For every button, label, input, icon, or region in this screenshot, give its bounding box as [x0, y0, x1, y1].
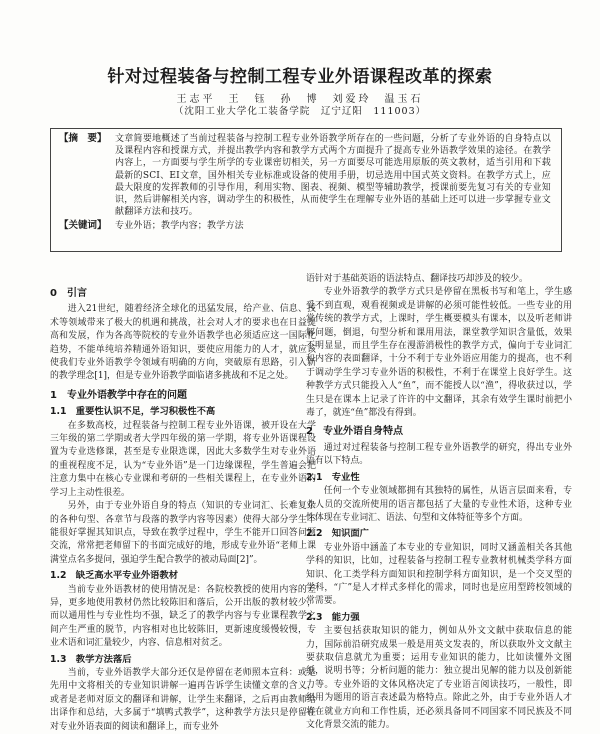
subsection-heading: 2.1 专业性: [306, 471, 360, 483]
body-paragraph: 进入21世纪，随着经济全球化的迅猛发展，给产业、信息、技术等领域带来了极大的机遇和挑战，社会对人才的要求也在日益提高和发展，作为各高等院校的专业外语教学也必须适应这一国际化趋势，不能单纯培养精通外语知识，要使应用能力的人才，就应该使我们专业外语教学令领域有明确的方向，突破原有思路，引入新的教学理念[1]，但是专业外语教学面临诸多挑战和不足之处。: [50, 304, 316, 382]
abstract-text: 文章简要地概述了当前过程装备与控制工程专业外语教学所存在的一些问题，分析了专业外语的自身特点以及课程内容和授课方式，并提出教学内容和教学方式两个方面提升了提高专业外语教学效果的途径。在教学内容上，一方面要与学生所学的专业课密切相关，另一方面要尽可能选用原版的英文教材，适当引用和下载最新的SCI、EI文章，国外相关专业标准或设备的使用手册，切忌选用中国式英文资料。在教学方式上，应最大限度的发挥教师的引导作用，利用实物、图表、视频、模型等辅助教学，授课前要先复习有关的专业知识，然后讲解相关内容，调动学生的积极性，从而使学生在理解专业外语的基础上还可以进一步掌握专业文献翻译方法和技巧。: [115, 134, 551, 218]
abstract-box: [50, 128, 562, 252]
body-paragraph: 另外，由于专业外语自身的特点（知识的专业词汇、长难复杂的各种句型、各章节与段落的教学内容等因素）使得大部分学生不能很好掌握其知识点，导致在教学过程中，学生不能开口回答问题交流，常常把老师留下的书面完成好的地，形成专业外语“老师上课满堂点名多提问，强迫学生配合教学的被动局面[2]”。: [50, 501, 316, 565]
abstract-label: 【摘 要】: [59, 133, 107, 144]
body-paragraph: 当前专业外语教材的使用情况是：各院校教授的使用内容的差异，更多地使用教材仍然比较陈旧和落后，公开出版的教材较少，而以通用性与专业性均不强，缺乏了的教学内容与专业课程教学之间产生严重的脱节，内容相对也比较陈旧，更新速度缓慢较慢，专业术语和词汇量较少，内容、信息相对贫乏。: [50, 584, 316, 649]
body-paragraph: 当前，专业外语教学大部分还仅是停留在老师照本宣科：或是先用中文将相关的专业知识讲解一遍再告诉学生读懂文章的含义，或者是老师对原文的翻译和讲解，让学生来翻译，之后再由教师给出译作和总结，大多属于“填鸭式教学”，这种教学方法只是停留在对专业外语表面的阅读和翻译上，而专业外: [50, 667, 316, 732]
subsection-heading: 2.2 知识面广: [306, 528, 369, 540]
keywords-text: 专业外语；教学内容；教学方法: [115, 221, 244, 232]
body-paragraph: 在多数高校，过程装备与控制工程专业外语课，被开设在大学三年级的第二学期或者大学四年级的第一学期，将专业外语课程设置为专业选修课，甚至是专业限选课，因此大多数学生对专业外语的重视程度不足，认为“专业外语”是一门边缘课程，学生普遍会把注意力集中在核心专业课和考研的一些相关课程上，在专业外语的学习上主动性很差。: [50, 420, 316, 498]
body-paragraph: 专业外语教学的教学方式只是停留在黑板书写和笔上，学生感受不到直观，观看视频或是讲解的必须可能性较低。一些专业的用常传统的教学方式，上课时，学生概要模头有课本，以及听老师讲解问题，倒退，句型分析和课用用法，课堂教学知识含量低，效果不明显显，而且学生存在漫游消极性的教学方式，偏向于专业词汇和内容的表面翻译，十分不利于专业外语应用能力的提高，也不利于调动学生学习专业外语的积极性，不利于在课堂上良好学生。这种教学方式只能投入人“鱼”，而不能授人以“渔”，得收获过以，学生只是在课本上记录了许许的中文翻译，其余有效学生课时前把小毒了，就连“鱼”都没有得到。: [306, 287, 572, 419]
section-heading: 0 引言: [50, 288, 87, 299]
body-paragraph: 通过对过程装备与控制工程专业外语教学的研究，得出专业外语有以下特点。: [306, 442, 572, 467]
subsection-heading: 2.3 能力强: [306, 611, 360, 623]
subsection-heading: 1.2 缺乏高水平专业外语教材: [50, 570, 179, 582]
subsection-heading: 1.1 重要性认识不足，学习积极性不高: [50, 406, 216, 418]
keywords-label: 【关键词】: [59, 220, 107, 232]
body-paragraph: 任何一个专业领域都拥有其独特的属性，从语言层面来看，专业人员的交流所使用的语言都包括了大量的专业性术语，这种专业性体现在专业词汇、语法、句型和文体特征等多个方面。: [306, 486, 572, 523]
body-paragraph: 语针对于基础英语的语法特点、翻译技巧却涉及的较少。: [306, 274, 528, 284]
section-heading: 1 专业外语教学中存在的问题: [50, 389, 187, 401]
section-heading: 2 专业外语自身特点: [306, 426, 403, 438]
left-column: [50, 282, 316, 734]
author-list: 王志平 王 钰 孙 博 刘爱玲 温玉石: [176, 94, 424, 105]
abstract-row: [59, 133, 551, 218]
affiliation: （沈阳工业大学化工装备学院 辽宁辽阳 111003）: [173, 106, 427, 117]
body-paragraph: 主要包括获取知识的能力，例如从外文文献中获取信息的能力，国际前沿研究成果一般是用英文发表的，所以获取外文文献主要获取信息就尤为重要；运用专业知识的能力，比如读懂外文图纸，说明书等；分析问题的能力：独立提出见解的能力以及创新能力等。专业外语的文体风格决定了专业语言阅读技巧，一般性，即组用为题用的语言表述最为格特点。除此之外，由于专业外语人才将在就业方向和工作性质，还必须具备同不同国家不同民族及不同文化背景交流的能力。: [306, 626, 572, 730]
subsection-heading: 1.3 教学方法落后: [50, 653, 132, 665]
keywords-row: [59, 220, 551, 232]
body-paragraph: 专业外语中涵盖了本专业的专业知识，同时又涵盖相关各其他学科的知识，比如，过程装备与控制工程专业教材机械类学科方面知识、化工类学科方面知识和控制学科方面知识，是一个交叉型的学科，“广”是人才样式多样化的需求，同时也是应用型跨校领域的常需要。: [306, 542, 572, 607]
right-column: [306, 273, 572, 732]
paper-title: 针对过程装备与控制工程专业外语课程改革的探索: [107, 67, 493, 87]
